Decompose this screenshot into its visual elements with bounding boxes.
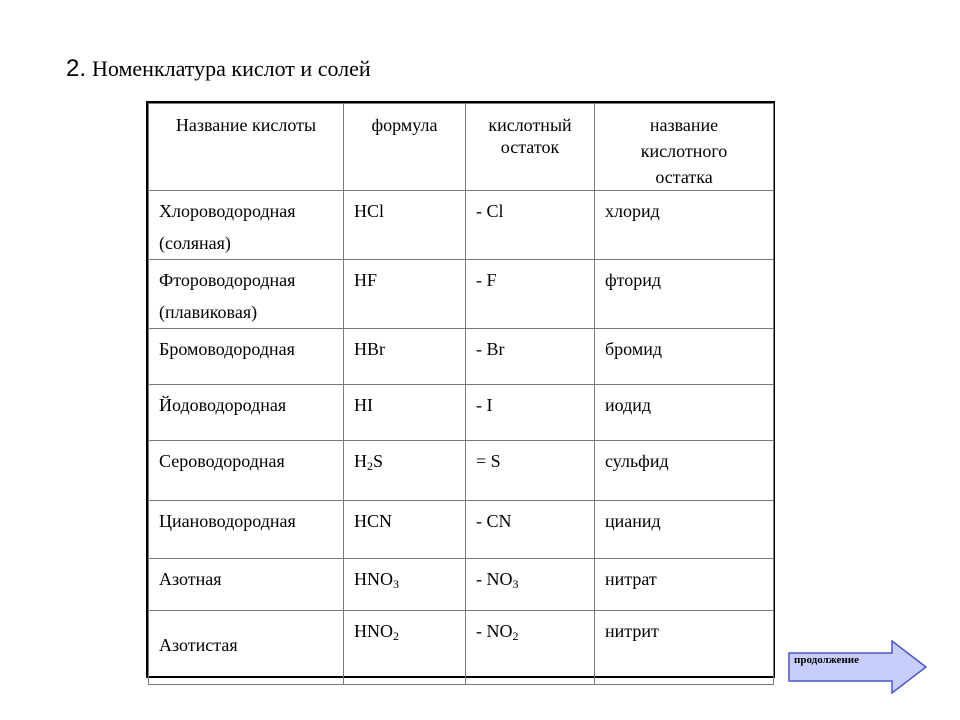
table-row — [149, 329, 774, 385]
header-acid-name: Название кислоты — [149, 104, 344, 191]
acid-name-cell: Азотистая — [149, 611, 344, 685]
section-number: 2. — [66, 55, 87, 82]
acid-name-cell: Йодоводородная — [149, 385, 344, 441]
section-title: Номенклатура кислот и солей — [92, 56, 371, 81]
acid-name-cell: Хлороводородная (соляная) — [149, 191, 344, 260]
residue-name-cell: нитрат — [595, 559, 774, 611]
formula-cell: $HNO_3$ — [344, 559, 466, 611]
formula-cell: $H_2S$ — [344, 441, 466, 501]
table-row — [149, 559, 774, 611]
acid-name-cell: Азотная — [149, 559, 344, 611]
table-row — [149, 385, 774, 441]
acid-name-cell: Циановодородная — [149, 501, 344, 559]
acid-name-cell: Бромоводородная — [149, 329, 344, 385]
residue-name-cell: хлорид — [595, 191, 774, 260]
next-button-label: продолжение — [794, 654, 860, 666]
residue-name-cell: бромид — [595, 329, 774, 385]
acid-residue-cell: = S — [466, 441, 595, 501]
nomenclature-table — [146, 101, 775, 678]
formula-cell: HCl — [344, 191, 466, 260]
acid-name-cell: Сероводородная — [149, 441, 344, 501]
acid-residue-cell: - Cl — [466, 191, 595, 260]
acid-residue-cell: - Br — [466, 329, 595, 385]
residue-name-cell: сульфид — [595, 441, 774, 501]
acid-residue-cell: - I — [466, 385, 595, 441]
next-button[interactable] — [788, 640, 928, 694]
header-acid-residue: кислотный остаток — [466, 104, 595, 191]
acid-residue-cell: - CN — [466, 501, 595, 559]
residue-name-cell: нитрит — [595, 611, 774, 685]
residue-name-cell: цианид — [595, 501, 774, 559]
formula-cell: HI — [344, 385, 466, 441]
arrow-right-icon — [788, 640, 928, 694]
table-row — [149, 260, 774, 329]
table-header-row — [149, 104, 774, 191]
acid-residue-cell: - $NO_3$ — [466, 559, 595, 611]
formula-cell: HBr — [344, 329, 466, 385]
formula-cell: $HNO_2$ — [344, 611, 466, 685]
acid-residue-cell: - $NO_2$ — [466, 611, 595, 685]
acid-residue-cell: - F — [466, 260, 595, 329]
formula-cell: HCN — [344, 501, 466, 559]
table-row — [149, 611, 774, 685]
formula-cell: HF — [344, 260, 466, 329]
header-residue-name: название кислотного остатка — [595, 104, 774, 191]
table-row — [149, 501, 774, 559]
page-title — [66, 54, 371, 84]
acid-name-cell: Фтороводородная (плавиковая) — [149, 260, 344, 329]
header-formula: формула — [344, 104, 466, 191]
table-row — [149, 441, 774, 501]
table-row — [149, 191, 774, 260]
residue-name-cell: иодид — [595, 385, 774, 441]
residue-name-cell: фторид — [595, 260, 774, 329]
